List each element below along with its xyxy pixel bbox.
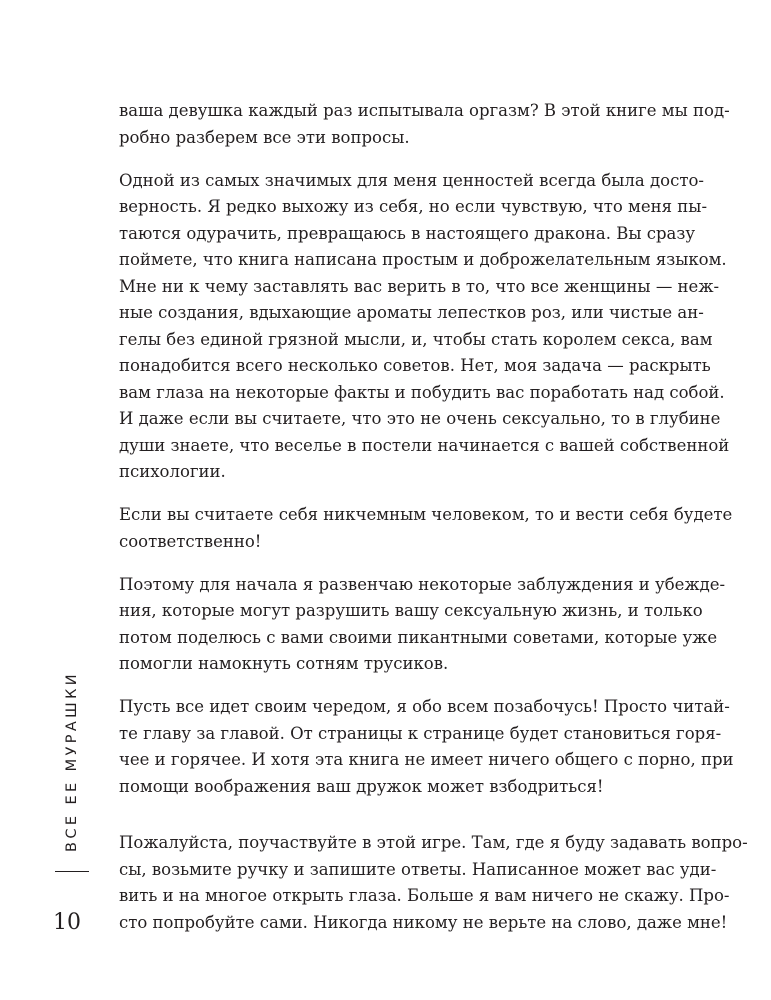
- paragraph-4: [119, 572, 726, 678]
- page-number: 10: [53, 910, 81, 935]
- text-line: Если вы считаете себя никчемным человеком, то и вести себя будете: [119, 505, 733, 524]
- running-title-rule: [55, 871, 89, 872]
- paragraph-3: [119, 502, 733, 555]
- text-line: сто попробуйте сами. Никогда никому не верьте на слово, даже мне!: [119, 912, 728, 932]
- text-line: Поэтому для начала я развенчаю некоторые заблуждения и убежде-: [119, 574, 726, 594]
- text-line: вить и на многое открыть глаза. Больше я вам ничего не скажу. Про-: [119, 886, 730, 905]
- text-line: ния, которые могут разрушить вашу сексуальную жизнь, и только: [119, 601, 703, 620]
- text-line: сы, возьмите ручку и запишите ответы. Написанное может вас уди-: [119, 859, 717, 879]
- text-line: соответственно!: [119, 531, 262, 551]
- text-line: гелы без единой грязной мысли, и, чтобы стать королем секса, вам: [119, 329, 713, 349]
- paragraph-2: [119, 168, 730, 486]
- paragraph-6: [119, 830, 748, 936]
- text-line: чее и горячее. И хотя эта книга не имеет ничего общего с порно, при: [119, 750, 734, 769]
- text-line: вам глаза на некоторые факты и побудить вас поработать над собой.: [119, 382, 725, 402]
- text-line: Пожалуйста, поучаствуйте в этой игре. Там, где я буду задавать вопро-: [119, 833, 748, 852]
- text-line: Пусть все идет своим чередом, я обо всем позабочусь! Просто читай-: [119, 697, 730, 716]
- text-line: помогли намокнуть сотням трусиков.: [119, 654, 449, 673]
- text-line: Одной из самых значимых для меня ценностей всегда была досто-: [119, 170, 704, 190]
- text-line: робно разберем все эти вопросы.: [119, 127, 410, 147]
- text-line: души знаете, что веселье в постели начинается с вашей собственной: [119, 435, 730, 455]
- text-line: психологии.: [119, 462, 226, 481]
- text-line: ваша девушка каждый раз испытывала оргазм? В этой книге мы под-: [119, 101, 730, 120]
- text-line: те главу за главой. От страницы к странице будет становиться горя-: [119, 723, 722, 743]
- text-line: таются одурачить, превращаюсь в настоящего дракона. Вы сразу: [119, 223, 696, 243]
- text-line: И даже если вы считаете, что это не очень сексуально, то в глубине: [119, 409, 721, 428]
- body-text: [119, 98, 748, 953]
- text-line: понадобится всего несколько советов. Нет, моя задача — раскрыть: [119, 356, 711, 375]
- text-line: Мне ни к чему заставлять вас верить в то, что все женщины — неж-: [119, 276, 720, 296]
- text-line: потом поделюсь с вами своими пикантными советами, которые уже: [119, 627, 718, 647]
- paragraph-1: [119, 98, 730, 151]
- text-line: помощи воображения ваш дружок может взбодриться!: [119, 776, 604, 796]
- running-title: [58, 670, 86, 852]
- text-line: поймете, что книга написана простым и доброжелательным языком.: [119, 250, 727, 269]
- running-title-text: ВСЕ ЕЕ МУРАШКИ: [64, 670, 80, 852]
- paragraph-5: [119, 694, 734, 800]
- text-line: верность. Я редко выхожу из себя, но если чувствую, что меня пы-: [119, 197, 708, 216]
- text-line: ные создания, вдыхающие ароматы лепестков роз, или чистые ан-: [119, 303, 704, 322]
